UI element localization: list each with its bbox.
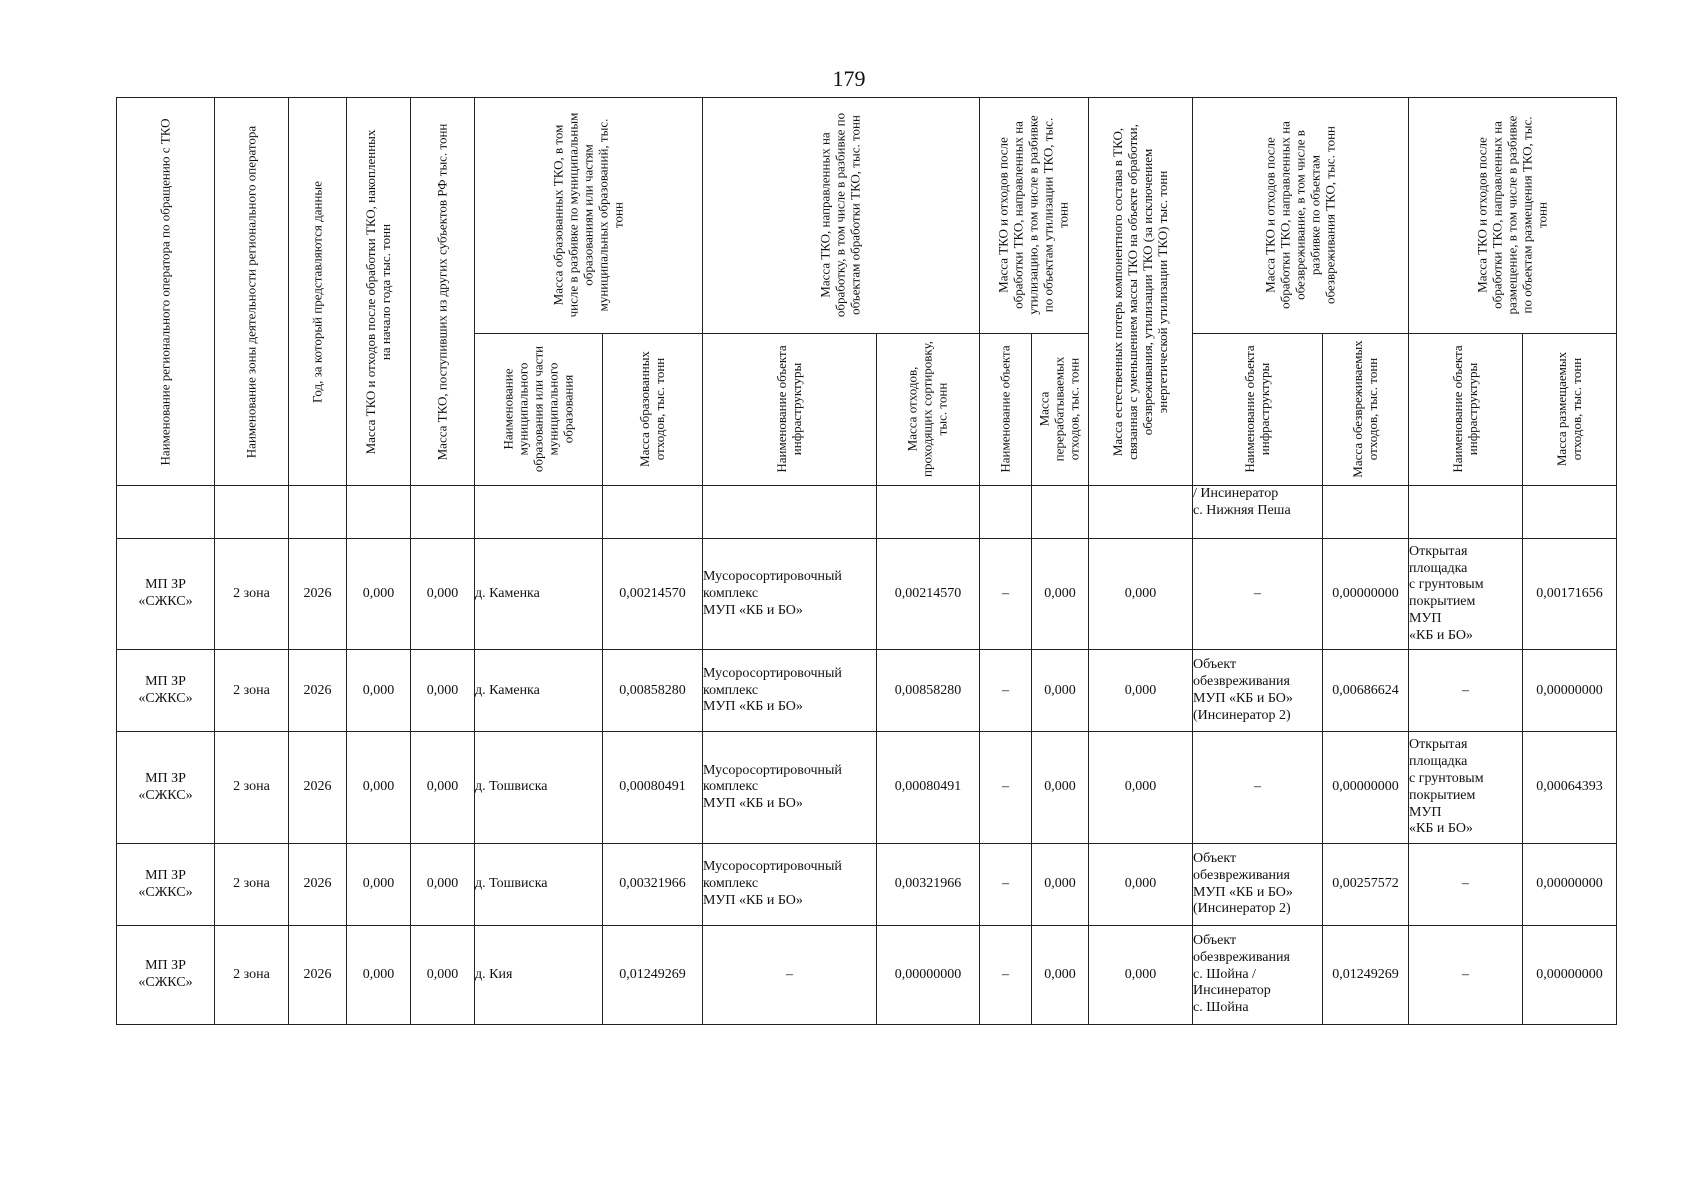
losses-cell: 0,000 (1089, 843, 1193, 925)
generated-mass-cell: 0,00858280 (603, 650, 703, 732)
table-row (117, 843, 1617, 925)
processing-mass-cell: 0,00000000 (877, 926, 980, 1025)
losses-cell: 0,000 (1089, 650, 1193, 732)
header-generated-mass: Масса образованных отходов, тыс. тонн (603, 333, 703, 486)
processing-object-cell: Мусоросортировочный комплекс МУП «КБ и БО» (703, 732, 877, 844)
neutralization-object-cell: Объект обезвреживания МУП «КБ и БО» (Инсинератор 2) (1193, 650, 1323, 732)
header-operator: Наименование регионального оператора по обращению с ТКО (117, 98, 215, 486)
year-cell: 2026 (289, 538, 347, 650)
neutralization-object-cell: Объект обезвреживания с. Шойна / Инсинератор с. Шойна (1193, 926, 1323, 1025)
header-year: Год, за который представляются данные (289, 98, 347, 486)
header-placement-group: Масса ТКО и отходов после обработки ТКО, направленных на размещение, в том числе в разбивке по объектам размещения ТКО, тыс. тонн (1409, 98, 1617, 334)
placement-object-cell: – (1409, 650, 1523, 732)
zone-cell: 2 зона (215, 538, 289, 650)
processing-object-cell: Мусоросортировочный комплекс МУП «КБ и БО» (703, 843, 877, 925)
header-received: Масса ТКО, поступивших из других субъектов РФ тыс. тонн (411, 98, 475, 486)
header-neutralization-mass: Масса обезвреживаемых отходов, тыс. тонн (1323, 333, 1409, 486)
header-processing-group: Масса ТКО, направленных на обработку, в том числе в разбивке по объектам обработки ТКО, тыс. тонн (703, 98, 980, 334)
carryover-neutralization-object: / Инсинератор с. Нижняя Пеша (1193, 486, 1323, 539)
processing-mass-cell: 0,00321966 (877, 843, 980, 925)
municipality-cell: д. Тошвиска (475, 732, 603, 844)
neutralization-object-cell: Объект обезвреживания МУП «КБ и БО» (Инсинератор 2) (1193, 843, 1323, 925)
utilization-mass-cell: 0,000 (1032, 732, 1089, 844)
municipality-cell: д. Каменка (475, 538, 603, 650)
table-row (117, 926, 1617, 1025)
neutralization-mass-cell: 0,00000000 (1323, 538, 1409, 650)
operator-cell: МП ЗР «СЖКС» (117, 843, 215, 925)
placement-object-cell: Открытая площадка с грунтовым покрытием МУП «КБ и БО» (1409, 732, 1523, 844)
utilization-object-cell: – (980, 732, 1032, 844)
table-row (117, 538, 1617, 650)
municipality-cell: д. Кия (475, 926, 603, 1025)
utilization-mass-cell: 0,000 (1032, 843, 1089, 925)
neutralization-object-cell: – (1193, 732, 1323, 844)
placement-mass-cell: 0,00171656 (1523, 538, 1617, 650)
placement-mass-cell: 0,00000000 (1523, 843, 1617, 925)
municipality-cell: д. Тошвиска (475, 843, 603, 925)
utilization-object-cell: – (980, 538, 1032, 650)
header-row-groups (117, 98, 1617, 334)
processing-object-cell: Мусоросортировочный комплекс МУП «КБ и БО» (703, 538, 877, 650)
utilization-mass-cell: 0,000 (1032, 926, 1089, 1025)
neutralization-mass-cell: 0,00257572 (1323, 843, 1409, 925)
header-processing-mass: Масса отходов, проходящих сортировку, тыс. тонн (877, 333, 980, 486)
operator-cell: МП ЗР «СЖКС» (117, 732, 215, 844)
received-cell: 0,000 (411, 538, 475, 650)
utilization-mass-cell: 0,000 (1032, 650, 1089, 732)
header-losses: Масса естественных потерь компонентного состава в ТКО, связанная с уменьшением массы ТКО на объекте обработки, обезвреживания, утилизации ТКО (за исключением энергетической утилизации ТКО) тыс. тонн (1089, 98, 1193, 486)
losses-cell: 0,000 (1089, 538, 1193, 650)
header-generated-group: Масса образованных ТКО, в том числе в разбивке по муниципальным образованиям или частям муниципальных образований, тыс. тонн (475, 98, 703, 334)
municipality-cell: д. Каменка (475, 650, 603, 732)
generated-mass-cell: 0,00080491 (603, 732, 703, 844)
placement-mass-cell: 0,00000000 (1523, 650, 1617, 732)
neutralization-object-cell: – (1193, 538, 1323, 650)
operator-cell: МП ЗР «СЖКС» (117, 926, 215, 1025)
carryover-row (117, 486, 1617, 539)
processing-object-cell: – (703, 926, 877, 1025)
received-cell: 0,000 (411, 926, 475, 1025)
page-number: 179 (832, 66, 866, 91)
utilization-object-cell: – (980, 843, 1032, 925)
placement-object-cell: – (1409, 926, 1523, 1025)
accumulated-cell: 0,000 (347, 650, 411, 732)
year-cell: 2026 (289, 926, 347, 1025)
header-placement-name: Наименование объекта инфраструктуры (1409, 333, 1523, 486)
operator-cell: МП ЗР «СЖКС» (117, 538, 215, 650)
utilization-mass-cell: 0,000 (1032, 538, 1089, 650)
zone-cell: 2 зона (215, 732, 289, 844)
header-utilization-mass: Масса перерабатываемых отходов, тыс. тонн (1032, 333, 1089, 486)
year-cell: 2026 (289, 732, 347, 844)
accumulated-cell: 0,000 (347, 732, 411, 844)
processing-mass-cell: 0,00080491 (877, 732, 980, 844)
received-cell: 0,000 (411, 843, 475, 925)
placement-object-cell: Открытая площадка с грунтовым покрытием МУП «КБ и БО» (1409, 538, 1523, 650)
zone-cell: 2 зона (215, 926, 289, 1025)
operator-cell: МП ЗР «СЖКС» (117, 650, 215, 732)
losses-cell: 0,000 (1089, 926, 1193, 1025)
received-cell: 0,000 (411, 732, 475, 844)
accumulated-cell: 0,000 (347, 926, 411, 1025)
processing-object-cell: Мусоросортировочный комплекс МУП «КБ и БО» (703, 650, 877, 732)
zone-cell: 2 зона (215, 843, 289, 925)
header-utilization-group: Масса ТКО и отходов после обработки ТКО, направленных на утилизацию, в том числе в разбивке по объектам утилизации ТКО, тыс. тонн (980, 98, 1089, 334)
utilization-object-cell: – (980, 650, 1032, 732)
received-cell: 0,000 (411, 650, 475, 732)
table-row (117, 732, 1617, 844)
generated-mass-cell: 0,01249269 (603, 926, 703, 1025)
processing-mass-cell: 0,00858280 (877, 650, 980, 732)
year-cell: 2026 (289, 650, 347, 732)
header-utilization-name: Наименование объекта (980, 333, 1032, 486)
table-row (117, 650, 1617, 732)
waste-table (116, 97, 1617, 1025)
accumulated-cell: 0,000 (347, 538, 411, 650)
zone-cell: 2 зона (215, 650, 289, 732)
header-processing-name: Наименование объекта инфраструктуры (703, 333, 877, 486)
header-generated-name: Наименование муниципального образования или части муниципального образования (475, 333, 603, 486)
year-cell: 2026 (289, 843, 347, 925)
placement-mass-cell: 0,00000000 (1523, 926, 1617, 1025)
neutralization-mass-cell: 0,00686624 (1323, 650, 1409, 732)
losses-cell: 0,000 (1089, 732, 1193, 844)
accumulated-cell: 0,000 (347, 843, 411, 925)
utilization-object-cell: – (980, 926, 1032, 1025)
processing-mass-cell: 0,00214570 (877, 538, 980, 650)
placement-mass-cell: 0,00064393 (1523, 732, 1617, 844)
generated-mass-cell: 0,00214570 (603, 538, 703, 650)
header-placement-mass: Масса размещаемых отходов, тыс. тонн (1523, 333, 1617, 486)
neutralization-mass-cell: 0,01249269 (1323, 926, 1409, 1025)
header-accumulated: Масса ТКО и отходов после обработки ТКО, накопленных на начало года тыс. тонн (347, 98, 411, 486)
generated-mass-cell: 0,00321966 (603, 843, 703, 925)
header-neutralization-name: Наименование объекта инфраструктуры (1193, 333, 1323, 486)
header-neutralization-group: Масса ТКО и отходов после обработки ТКО, направленных на обезвреживание, в том числе в разбивке по объектам обезвреживания ТКО, тыс. тонн (1193, 98, 1409, 334)
neutralization-mass-cell: 0,00000000 (1323, 732, 1409, 844)
header-zone: Наименование зоны деятельности регионального оператора (215, 98, 289, 486)
placement-object-cell: – (1409, 843, 1523, 925)
